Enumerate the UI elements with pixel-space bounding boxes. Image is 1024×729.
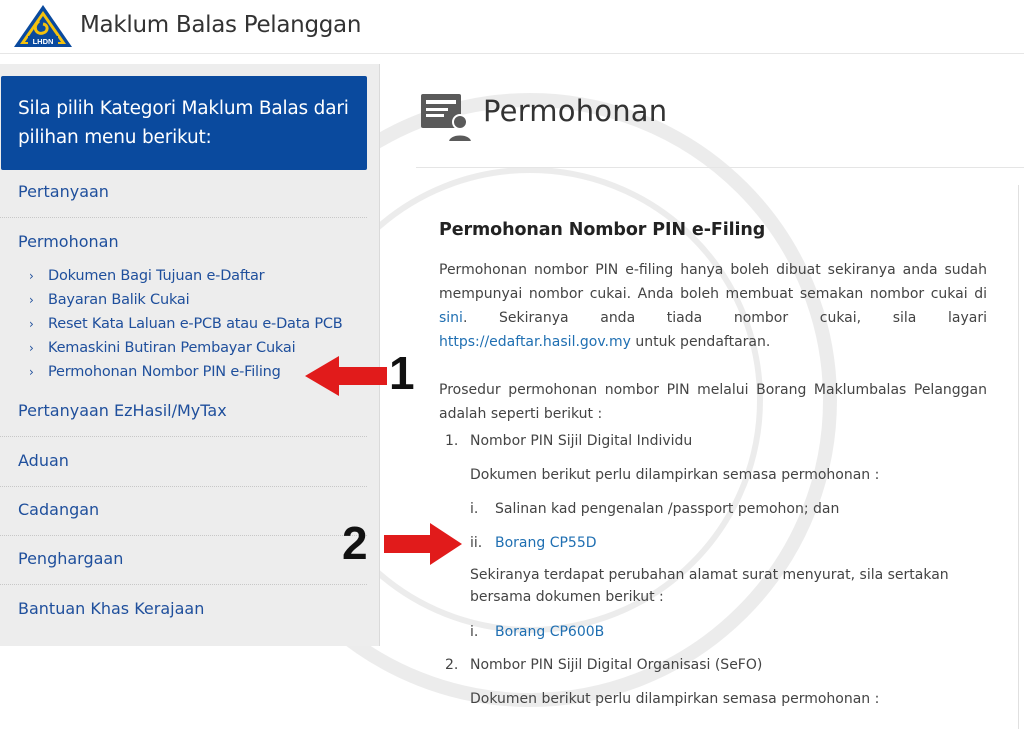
top-header: [0, 0, 1024, 54]
submenu-item-dokumen-e-daftar[interactable]: [0, 264, 370, 288]
sidebar-item-bantuan-khas[interactable]: Bantuan Khas Kerajaan: [18, 599, 205, 618]
list-marker: i.: [470, 624, 479, 640]
procedure-paragraph: Prosedur permohonan nombor PIN melalui Borang Maklumbalas Pelanggan adalah seperti berikut :: [439, 382, 987, 422]
docs-required-text: Dokumen berikut perlu dilampirkan semasa permohonan :: [470, 691, 880, 707]
sidebar-divider: [0, 436, 367, 437]
logo-text: LHDN: [32, 37, 54, 46]
sidebar-item-ezhasil-mytax[interactable]: Pertanyaan EzHasil/MyTax: [18, 401, 227, 420]
submenu-item-label: Kemaskini Butiran Pembayar Cukai: [48, 340, 296, 356]
content-border: [1018, 185, 1019, 729]
borang-cp600b-link[interactable]: Borang CP600B: [495, 624, 605, 640]
edaftar-link[interactable]: https://edaftar.hasil.gov.my: [439, 334, 631, 350]
submenu-item-label: Permohonan Nombor PIN e-Filing: [48, 364, 281, 380]
sidebar-heading: Sila pilih Kategori Maklum Balas dari pilihan menu berikut:: [1, 76, 367, 170]
sidebar-divider: [0, 486, 367, 487]
annotation-marker-2: 2: [342, 517, 368, 569]
submenu-item-label: Reset Kata Laluan e-PCB atau e-Data PCB: [48, 316, 343, 332]
list-marker: i.: [470, 501, 479, 517]
app-title: Maklum Balas Pelanggan: [80, 12, 362, 38]
address-note: Sekiranya terdapat perubahan alamat surat menyurat, sila sertakan bersama dokumen berikut :: [470, 567, 949, 605]
step-number: 2.: [445, 657, 459, 673]
sidebar-item-permohonan[interactable]: Permohonan: [18, 232, 119, 251]
chevron-right-icon: ›: [29, 269, 34, 283]
sidebar-item-pertanyaan[interactable]: Pertanyaan: [18, 182, 109, 201]
intro-text: Permohonan nombor PIN e-filing hanya boleh dibuat sekiranya anda sudah mempunyai nombor cukai. Anda boleh membuat semakan nombor cukai di: [439, 262, 987, 302]
intro-paragraph: [439, 258, 987, 354]
chevron-right-icon: ›: [29, 293, 34, 307]
step-number: 1.: [445, 433, 459, 449]
step1-label: Nombor PIN Sijil Digital Individu: [470, 433, 693, 449]
page-title: Permohonan: [483, 94, 668, 128]
annotation-arrow-left-icon: [305, 352, 387, 400]
annotation-marker-1: 1: [389, 347, 415, 399]
submenu-item-reset-kata-laluan[interactable]: [0, 312, 370, 336]
submenu-item-label: Dokumen Bagi Tujuan e-Daftar: [48, 268, 265, 284]
lhdn-logo: [12, 3, 74, 49]
sini-link[interactable]: sini: [439, 310, 463, 326]
annotation-arrow-right-icon: [384, 520, 462, 568]
application-form-icon: [418, 88, 474, 144]
step2-label: Nombor PIN Sijil Digital Organisasi (SeFO): [470, 657, 763, 673]
doc-ic-passport: Salinan kad pengenalan /passport pemohon; dan: [495, 501, 840, 517]
sidebar-item-cadangan[interactable]: Cadangan: [18, 500, 100, 519]
sidebar-divider: [0, 535, 367, 536]
submenu-item-label: Bayaran Balik Cukai: [48, 292, 190, 308]
intro-text: . Sekiranya anda tiada nombor cukai, sila layari: [462, 310, 987, 326]
sidebar-item-penghargaan[interactable]: Penghargaan: [18, 549, 124, 568]
list-marker: ii.: [470, 535, 483, 551]
title-divider: [416, 167, 1024, 168]
sidebar-divider: [0, 217, 367, 218]
chevron-right-icon: ›: [29, 365, 34, 379]
sidebar-divider: [0, 584, 367, 585]
chevron-right-icon: ›: [29, 341, 34, 355]
section-title: Permohonan Nombor PIN e-Filing: [439, 220, 766, 240]
docs-required-text: Dokumen berikut perlu dilampirkan semasa permohonan :: [470, 467, 880, 483]
submenu-item-bayaran-balik[interactable]: [0, 288, 370, 312]
chevron-right-icon: ›: [29, 317, 34, 331]
intro-text: untuk pendaftaran.: [630, 334, 771, 350]
borang-cp55d-link[interactable]: Borang CP55D: [495, 535, 597, 551]
sidebar-item-aduan[interactable]: Aduan: [18, 451, 69, 470]
